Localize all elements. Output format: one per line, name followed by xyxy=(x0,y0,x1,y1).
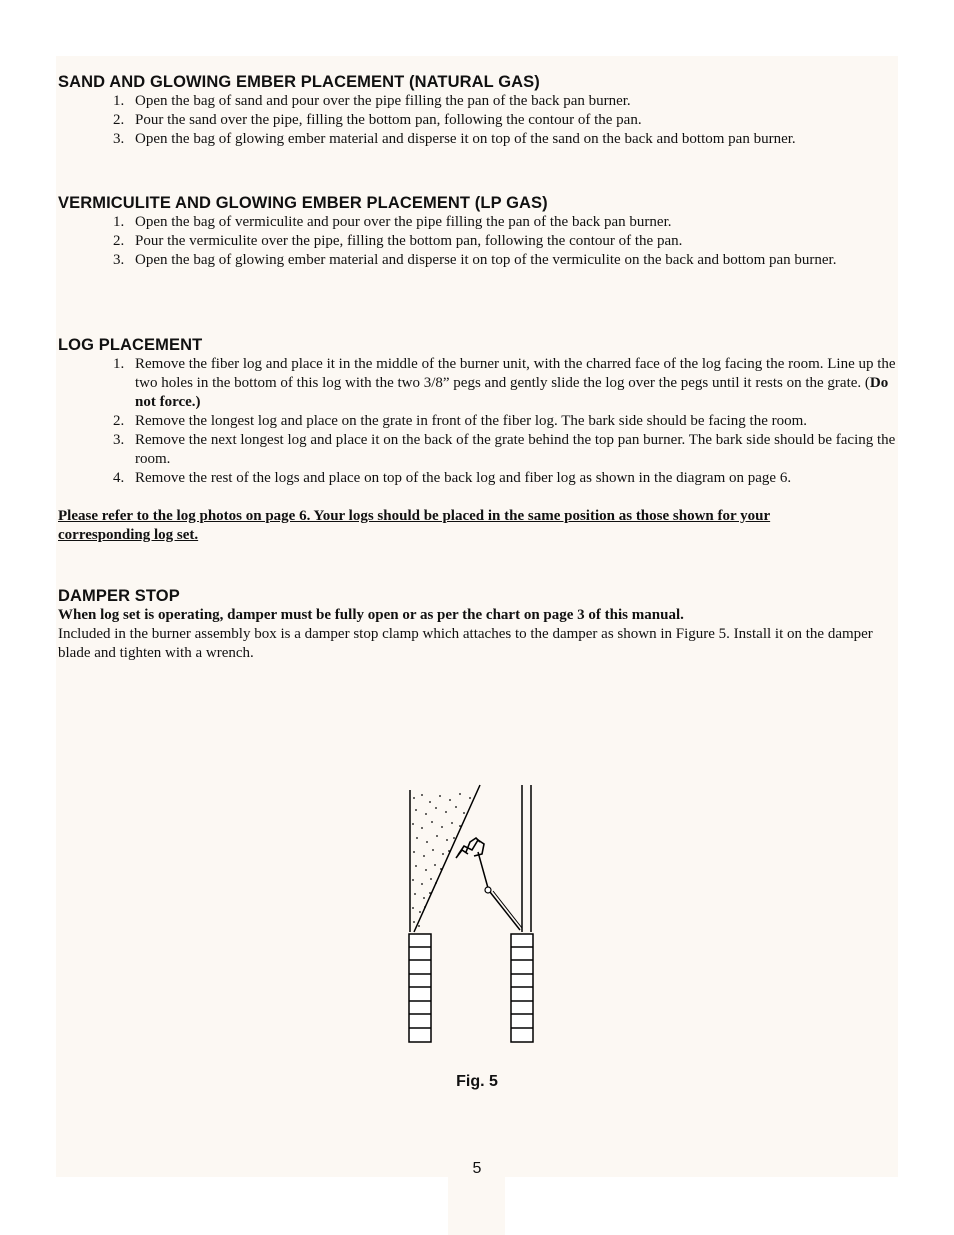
right-brick-column xyxy=(511,934,533,1042)
item-number: 2. xyxy=(113,233,125,249)
page-footer-tab xyxy=(448,1177,505,1235)
item-text: Pour the sand over the pipe, filling the bottom pan, following the contour of the pan. xyxy=(135,112,642,128)
item-number: 4. xyxy=(113,470,125,486)
figure-caption: Fig. 5 xyxy=(456,1073,498,1090)
page-number: 5 xyxy=(472,1160,482,1177)
list-item xyxy=(58,213,836,232)
item-text: Open the bag of glowing ember material and disperse it on top of the vermiculite on the back and bottom pan burner. xyxy=(135,252,837,268)
damper-stop-diagram xyxy=(400,780,550,1050)
section-vermiculite xyxy=(58,193,836,270)
damper-warning: When log set is operating, damper must be fully open or as per the chart on page 3 of this manual. xyxy=(58,607,684,623)
item-text: Remove the longest log and place on the grate in front of the fiber log. The bark side should be facing the room. xyxy=(135,413,808,429)
item-text: Open the bag of vermiculite and pour over the pipe filling the pan of the back pan burner. xyxy=(135,214,672,230)
section-heading: VERMICULITE AND GLOWING EMBER PLACEMENT (LP GAS) xyxy=(58,194,548,212)
warning-text: Do not force.) xyxy=(135,375,889,410)
item-number: 3. xyxy=(113,252,125,268)
damper-diagonal xyxy=(414,785,480,932)
list-item xyxy=(58,412,898,431)
list-item xyxy=(58,355,898,412)
list-item xyxy=(58,111,796,130)
item-number: 3. xyxy=(113,432,125,448)
list-item xyxy=(58,431,898,469)
damper-instructions: Included in the burner assembly box is a damper stop clamp which attaches to the damper as shown in Figure 5. Install it on the damper blade and tighten with a wrench. xyxy=(58,626,873,661)
damper-rod xyxy=(478,852,488,888)
damper-stop-clamp xyxy=(456,838,484,858)
item-number: 3. xyxy=(113,131,125,147)
instruction-list xyxy=(58,213,836,270)
stipple-fill xyxy=(412,793,471,927)
item-text: Remove the next longest log and place it on the back of the grate behind the top pan burner. The bark side should be facing the room. xyxy=(135,432,896,467)
item-text: Open the bag of sand and pour over the pipe filling the pan of the back pan burner. xyxy=(135,93,631,109)
instruction-list xyxy=(58,92,796,149)
item-text: Remove the rest of the logs and place on top of the back log and fiber log as shown in the diagram on page 6. xyxy=(135,470,792,486)
section-heading: SAND AND GLOWING EMBER PLACEMENT (NATURAL GAS) xyxy=(58,73,540,91)
log-photos-note: Please refer to the log photos on page 6. Your logs should be placed in the same position as those shown for your corresponding log set. xyxy=(58,508,771,543)
item-text: Remove the fiber log and place it in the middle of the burner unit, with the charred face of the log facing the room. Line up the two holes in the bottom of this log with the two 3/8” pegs and gently slide the log over the pegs until it rests on the grate. ( xyxy=(135,356,896,391)
section-heading: LOG PLACEMENT xyxy=(58,336,203,354)
item-text: Open the bag of glowing ember material and disperse it on top of the sand on the back and bottom pan burner. xyxy=(135,131,796,147)
item-number: 2. xyxy=(113,413,125,429)
item-text: Pour the vermiculite over the pipe, filling the bottom pan, following the contour of the pan. xyxy=(135,233,683,249)
list-item xyxy=(58,232,836,251)
list-item xyxy=(58,92,796,111)
item-number: 1. xyxy=(113,214,125,230)
instruction-list xyxy=(58,355,898,488)
item-number: 1. xyxy=(113,356,125,372)
section-log-placement xyxy=(58,335,898,488)
left-brick-column xyxy=(409,934,431,1042)
list-item xyxy=(58,130,796,149)
section-sand xyxy=(58,72,796,149)
section-damper-stop xyxy=(58,586,898,663)
list-item xyxy=(58,469,898,488)
item-number: 1. xyxy=(113,93,125,109)
list-item xyxy=(58,251,836,270)
item-number: 2. xyxy=(113,112,125,128)
section-heading: DAMPER STOP xyxy=(58,587,180,605)
